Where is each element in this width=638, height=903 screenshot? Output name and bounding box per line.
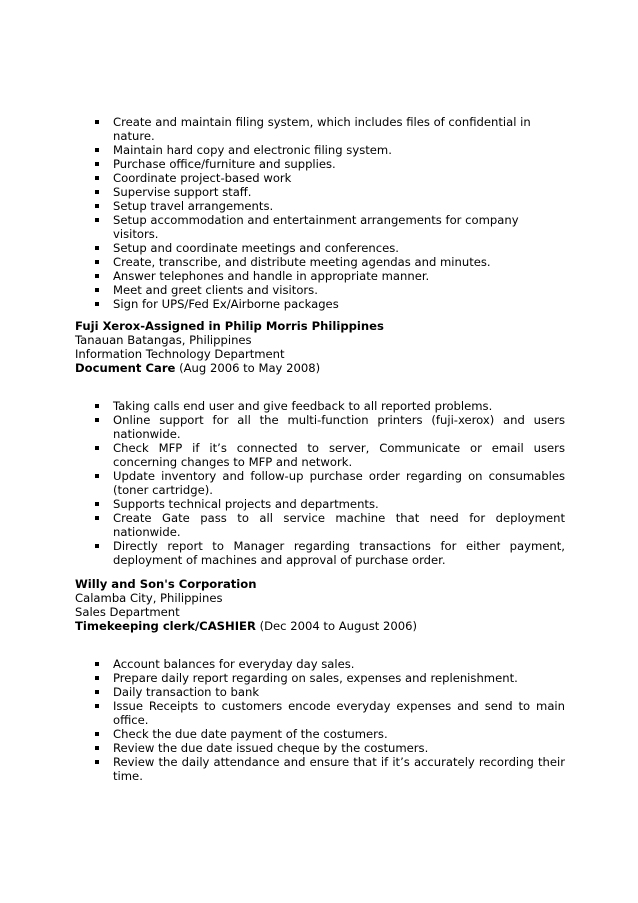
list-item: Review the daily attendance and ensure that if it’s accurately recording their time. — [93, 755, 565, 783]
list-item: Supervise support staff. — [93, 185, 565, 199]
employment-period: (Dec 2004 to August 2006) — [255, 619, 418, 633]
employment-period: (Aug 2006 to May 2008) — [175, 361, 321, 375]
job-header-willy-and-sons — [75, 577, 565, 633]
list-item: Review the due date issued cheque by the costumers. — [93, 741, 565, 755]
list-item: Setup and coordinate meetings and conferences. — [93, 241, 565, 255]
job-title: Timekeeping clerk/CASHIER — [75, 619, 256, 633]
list-item: Check the due date payment of the costumers. — [93, 727, 565, 741]
list-item: Coordinate project-based work — [93, 171, 565, 185]
square-bullet-icon — [95, 204, 99, 208]
square-bullet-icon — [95, 246, 99, 250]
duties-list-willy-and-sons — [93, 657, 565, 783]
job-title: Document Care — [75, 361, 176, 375]
square-bullet-icon — [95, 474, 99, 478]
list-item: Setup accommodation and entertainment arrangements for company visitors. — [93, 213, 565, 241]
square-bullet-icon — [95, 176, 99, 180]
list-item: Taking calls end user and give feedback to all reported problems. — [93, 399, 565, 413]
square-bullet-icon — [95, 516, 99, 520]
list-item: Purchase office/furniture and supplies. — [93, 157, 565, 171]
square-bullet-icon — [95, 274, 99, 278]
square-bullet-icon — [95, 218, 99, 222]
square-bullet-icon — [95, 260, 99, 264]
square-bullet-icon — [95, 446, 99, 450]
square-bullet-icon — [95, 704, 99, 708]
list-item: Sign for UPS/Fed Ex/Airborne packages — [93, 297, 565, 311]
list-item: Create and maintain filing system, which includes files of confidential in nature. — [93, 115, 565, 143]
list-item: Meet and greet clients and visitors. — [93, 283, 565, 297]
list-item: Supports technical projects and departments. — [93, 497, 565, 511]
square-bullet-icon — [95, 302, 99, 306]
square-bullet-icon — [95, 502, 99, 506]
company-name: Fuji Xerox-Assigned in Philip Morris Philippines — [75, 319, 384, 333]
job-title-line — [75, 361, 565, 375]
square-bullet-icon — [95, 662, 99, 666]
job-title-line — [75, 619, 565, 633]
list-item: Maintain hard copy and electronic filing system. — [93, 143, 565, 157]
square-bullet-icon — [95, 676, 99, 680]
square-bullet-icon — [95, 746, 99, 750]
list-item: Create Gate pass to all service machine that need for deployment nationwide. — [93, 511, 565, 539]
list-item: Prepare daily report regarding on sales, expenses and replenishment. — [93, 671, 565, 685]
square-bullet-icon — [95, 544, 99, 548]
square-bullet-icon — [95, 148, 99, 152]
department: Sales Department — [75, 605, 180, 619]
list-item: Daily transaction to bank — [93, 685, 565, 699]
list-item: Online support for all the multi-function printers (fuji-xerox) and users nationwide. — [93, 413, 565, 441]
square-bullet-icon — [95, 690, 99, 694]
square-bullet-icon — [95, 190, 99, 194]
square-bullet-icon — [95, 120, 99, 124]
square-bullet-icon — [95, 760, 99, 764]
list-item: Issue Receipts to customers encode everyday expenses and send to main office. — [93, 699, 565, 727]
job-header-fuji-xerox — [75, 319, 565, 375]
list-item: Answer telephones and handle in appropriate manner. — [93, 269, 565, 283]
department: Information Technology Department — [75, 347, 285, 361]
duties-list-fuji-xerox — [93, 399, 565, 567]
list-item: Check MFP if it’s connected to server, Communicate or email users concerning changes to MFP and network. — [93, 441, 565, 469]
list-item: Create, transcribe, and distribute meeting agendas and minutes. — [93, 255, 565, 269]
list-item: Directly report to Manager regarding transactions for either payment, deployment of machines and approval of purchase order. — [93, 539, 565, 567]
duties-list-admin — [93, 115, 565, 311]
square-bullet-icon — [95, 404, 99, 408]
company-location: Tanauan Batangas, Philippines — [75, 333, 252, 347]
square-bullet-icon — [95, 418, 99, 422]
square-bullet-icon — [95, 732, 99, 736]
company-location: Calamba City, Philippines — [75, 591, 223, 605]
square-bullet-icon — [95, 162, 99, 166]
square-bullet-icon — [95, 288, 99, 292]
company-name: Willy and Son's Corporation — [75, 577, 257, 591]
list-item: Update inventory and follow-up purchase order regarding on consumables (toner cartridge). — [93, 469, 565, 497]
list-item: Setup travel arrangements. — [93, 199, 565, 213]
list-item: Account balances for everyday day sales. — [93, 657, 565, 671]
